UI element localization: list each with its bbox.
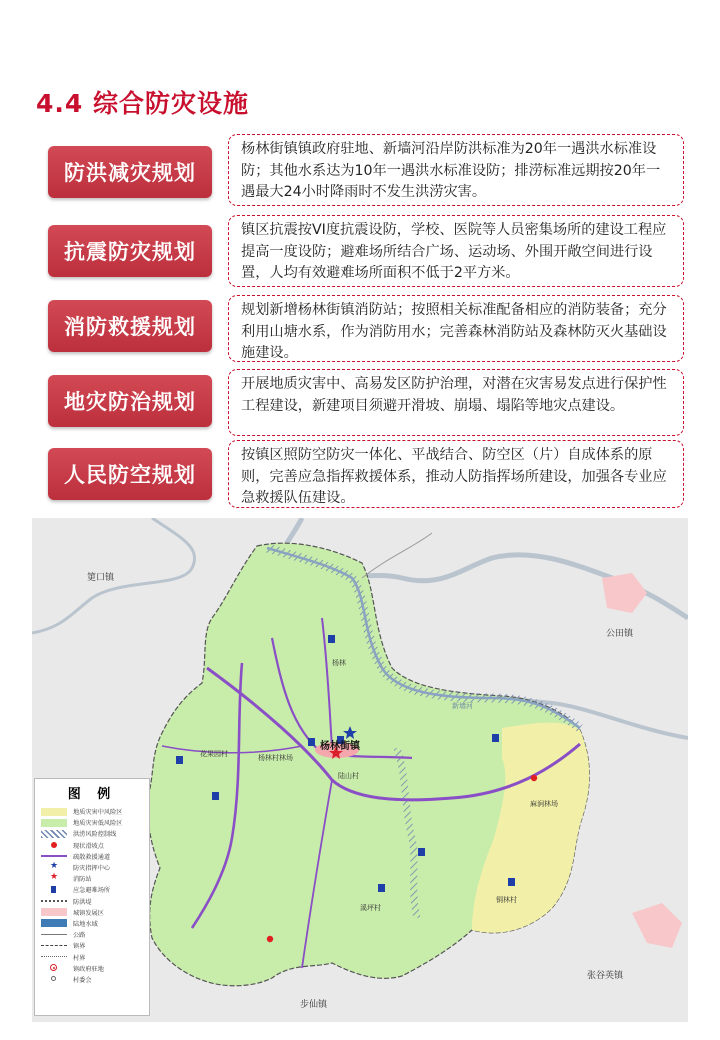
legend-label: 消防站 (73, 876, 92, 884)
place-tonglin: 铜林村 (496, 896, 517, 904)
legend-item (41, 907, 143, 918)
yellow-fill-icon (41, 808, 67, 816)
shelter-icon (176, 756, 183, 764)
page-title: 4.4 综合防灾设施 (36, 89, 249, 118)
legend-label: 应急避难场所 (73, 887, 111, 895)
fire-label-button[interactable]: 消防救援规划 (48, 300, 212, 352)
legend-item (41, 828, 143, 839)
legend-item (41, 806, 143, 817)
legend-label: 洪涝风险控制线 (73, 831, 117, 839)
legend-item (41, 896, 143, 907)
place-yanglin: 杨林 (332, 659, 346, 667)
legend-label: 现状滑坡点 (73, 842, 104, 850)
legend-item (41, 840, 143, 851)
place-gongtian: 公田镇 (606, 629, 634, 639)
legend-label: 公路 (73, 932, 86, 940)
blue-fill-icon (41, 919, 67, 927)
legend-label: 地质灾害低风险区 (73, 820, 123, 828)
legend-item (41, 884, 143, 895)
shelter-icon (508, 878, 515, 886)
legend-item (41, 974, 143, 985)
shelter-icon (212, 792, 219, 800)
dash-line-icon (41, 942, 67, 950)
legend-label: 村委会 (73, 976, 92, 984)
red-star-icon: ★ (50, 871, 59, 882)
legend-items (41, 806, 143, 985)
flood-label-button[interactable]: 防洪减灾规划 (48, 146, 212, 198)
red-circle-icon (41, 964, 67, 972)
place-yingkou: 筻口镇 (87, 573, 115, 583)
legend-label: 村界 (73, 954, 86, 962)
legend-item (41, 940, 143, 951)
blue-square-icon (41, 886, 67, 894)
civil-defense-description: 按镇区照防空防灾一体化、平战结合、防空区（片）自成体系的原则，完善应急指挥救援体系，推动人防指挥场所建设，加强各专业应急救援队伍建设。 (228, 440, 684, 508)
legend-item (41, 817, 143, 828)
legend-label: 疏散救援通道 (73, 853, 111, 861)
legend-title: 图 例 (67, 787, 117, 802)
red-dot-icon (41, 841, 67, 849)
earthquake-label-button[interactable]: 抗震防灾规划 (48, 225, 212, 277)
landslide-point-icon (267, 936, 273, 942)
legend-item (41, 929, 143, 940)
legend-label: 镇界 (73, 943, 86, 951)
legend-label: 地质灾害中风险区 (73, 809, 123, 817)
green-fill-icon (41, 819, 67, 827)
levee-line-icon (41, 897, 67, 905)
geohazard-label-button[interactable]: 地灾防治规划 (48, 375, 212, 427)
map-legend (34, 778, 150, 1016)
geohazard-description: 开展地质灾害中、高易发区防护治理，对潜在灾害易发点进行保护性工程建设，新建项目须避开滑坡、崩塌、塌陷等地灾点建设。 (228, 369, 684, 436)
shelter-icon (308, 738, 315, 746)
shelter-icon (378, 884, 385, 892)
hatch-icon (41, 830, 67, 838)
small-circle-icon (41, 975, 67, 983)
pink-fill-icon (41, 908, 67, 916)
legend-label: 陆地水域 (73, 920, 98, 928)
legend-item (41, 951, 143, 962)
place-yanglinjie: 杨林街镇 (320, 741, 360, 752)
fire-description: 规划新增杨林街镇消防站；按照相关标准配备相应的消防装备；充分利用山塘水系，作为消防用水；完善森林消防站及森林防灭火基础设施建设。 (228, 295, 684, 362)
legend-label: 镇政府驻地 (73, 965, 104, 973)
legend-label: 防灾指挥中心 (73, 865, 111, 873)
purple-line-icon (41, 852, 67, 860)
landslide-point-icon (531, 775, 537, 781)
legend-label: 防洪堤 (73, 898, 92, 906)
blue-star-icon: ★ (50, 860, 59, 871)
place-xinqiang: 新墙河 (452, 702, 473, 710)
legend-label: 城镇发展区 (73, 909, 104, 917)
shelter-icon (418, 848, 425, 856)
legend-item (41, 918, 143, 929)
place-xiping: 溪坪村 (360, 904, 381, 912)
place-majian: 麻涧林场 (530, 800, 558, 808)
place-zhanggu: 张谷英镇 (587, 971, 624, 981)
legend-item (41, 963, 143, 974)
place-linchang: 杨林村林场 (258, 754, 293, 762)
earthquake-description: 镇区抗震按VI度抗震设防，学校、医院等人员密集场所的建设工程应提高一度设防；避难场所结合广场、运动场、外围开敞空间进行设置，人均有效避难场所面积不低于2平方米。 (228, 215, 684, 287)
legend-item (41, 873, 143, 884)
civil-defense-label-button[interactable]: 人民防空规划 (48, 448, 212, 500)
place-huaguo: 花果园村 (200, 750, 228, 758)
flood-description: 杨林街镇镇政府驻地、新墙河沿岸防洪标准为20年一遇洪水标准设防；其他水系达为10年一遇洪水标准设防；排涝标准远期按20年一遇最大24小时降雨时不发生洪涝灾害。 (228, 134, 684, 206)
dot-line-icon (41, 953, 67, 961)
place-lushan: 陆山村 (338, 772, 359, 780)
shelter-icon (492, 734, 499, 742)
shelter-icon (328, 635, 335, 643)
place-buxian: 步仙镇 (300, 1000, 328, 1010)
grey-line-icon (41, 931, 67, 939)
